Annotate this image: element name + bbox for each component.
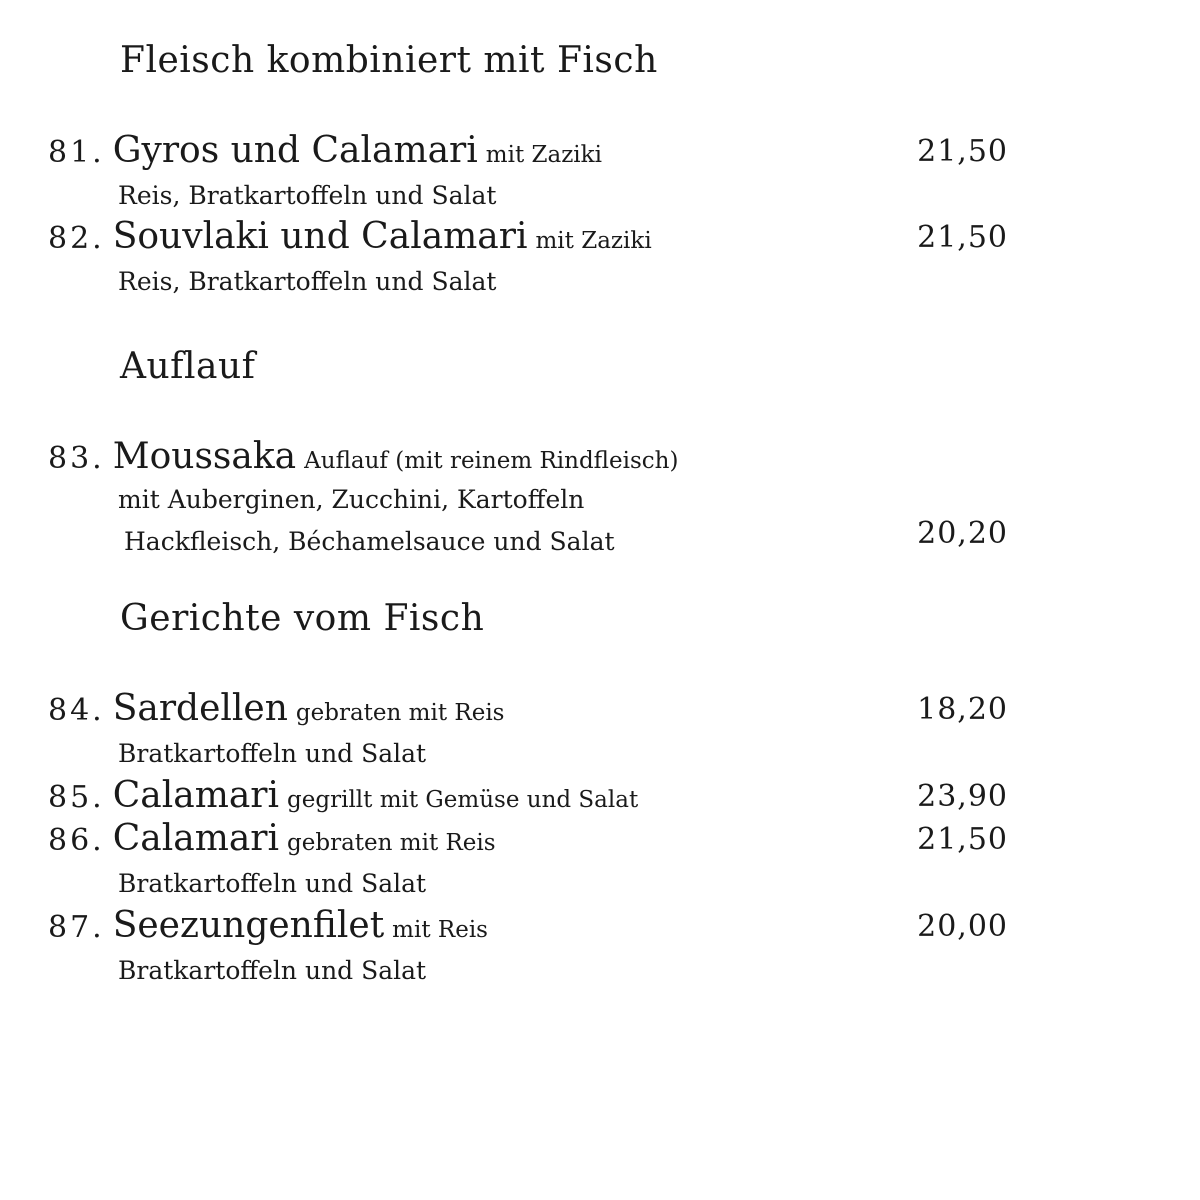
dish-description: mit Reis [392,917,488,943]
dish-number: 87. [48,910,105,945]
dish-sides: Bratkartoffeln und Salat [118,956,427,985]
dish-name: Moussaka [112,436,297,477]
dish-description: gebraten mit Reis [295,700,505,726]
dish-ingredients-2: Hackfleisch, Béchamelsauce und Salat [124,527,615,556]
dish-description: Auflauf (mit reinem Rindfleisch) [304,448,679,474]
dish-83 [48,436,678,564]
dish-85 [48,775,638,819]
dish-81 [48,130,602,218]
dish-84 [48,688,504,776]
price-85: 23,90 [917,779,1008,814]
dish-name: Seezungenfilet [112,905,385,946]
dish-sides: Reis, Bratkartoffeln und Salat [118,267,497,296]
dish-86 [48,818,496,906]
dish-ingredients: mit Auberginen, Zucchini, Kartoffeln [118,485,585,514]
dish-sides: Bratkartoffeln und Salat [118,739,427,768]
dish-number: 81. [48,135,105,170]
price-83: 20,20 [917,516,1008,551]
section-title-auflauf: Auflauf [120,346,256,387]
dish-number: 86. [48,823,105,858]
dish-82 [48,216,652,304]
dish-description: mit Zaziki [485,142,602,168]
dish-name: Calamari [112,818,280,859]
dish-name: Sardellen [112,688,288,729]
price-84: 18,20 [917,692,1008,727]
section-title-fleisch-fisch: Fleisch kombiniert mit Fisch [120,40,658,81]
price-81: 21,50 [917,134,1008,169]
price-86: 21,50 [917,822,1008,857]
dish-87 [48,905,488,993]
dish-name: Souvlaki und Calamari [112,216,528,257]
price-82: 21,50 [917,220,1008,255]
dish-number: 82. [48,221,105,256]
dish-number: 84. [48,693,105,728]
price-87: 20,00 [917,909,1008,944]
dish-name: Gyros und Calamari [112,130,478,171]
dish-number: 85. [48,780,105,815]
dish-description: gegrillt mit Gemüse und Salat [287,787,639,813]
dish-sides: Reis, Bratkartoffeln und Salat [118,181,497,210]
dish-number: 83. [48,441,105,476]
dish-description: gebraten mit Reis [287,830,496,856]
dish-description: mit Zaziki [535,228,652,254]
dish-sides: Bratkartoffeln und Salat [118,869,427,898]
section-title-fisch: Gerichte vom Fisch [120,598,485,639]
dish-name: Calamari [112,775,280,816]
